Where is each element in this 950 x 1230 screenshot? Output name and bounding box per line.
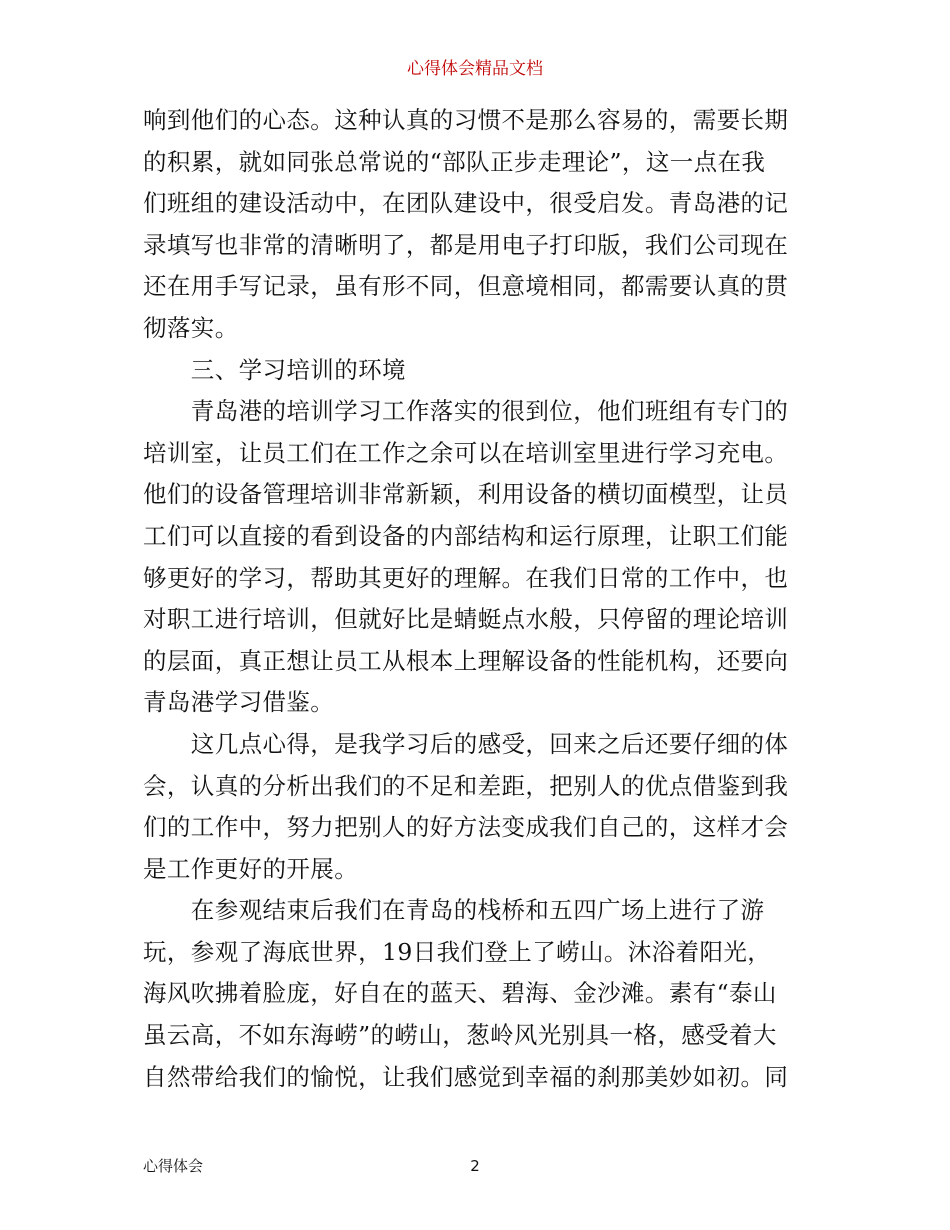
body-line: 的层面，真正想让员工从根本上理解设备的性能机构，还要向 [143, 646, 789, 675]
body-line: 培训室，让员工们在工作之余可以在培训室里进行学习充电。 [143, 438, 789, 467]
section-heading: 三、学习培训的环境 [143, 355, 406, 384]
body-line: 虽云高，不如东海崂”的崂山，葱岭风光别具一格，感受着大 [143, 1021, 777, 1050]
body-line: 们班组的建设活动中，在团队建设中，很受启发。青岛港的记 [143, 189, 789, 218]
document-header-title: 心得体会精品文档 [407, 59, 543, 79]
body-line: 彻落实。 [143, 313, 239, 342]
footer-page-number: 2 [470, 1157, 480, 1175]
body-line: 在参观结束后我们在青岛的栈桥和五四广场上进行了游 [143, 896, 765, 925]
body-line: 海风吹拂着脸庞，好自在的蓝天、碧海、金沙滩。素有“泰山 [143, 979, 777, 1008]
footer-label: 心得体会 [143, 1157, 204, 1175]
document-body [143, 100, 813, 1098]
body-line: 自然带给我们的愉悦，让我们感觉到幸福的刹那美妙如初。同 [143, 1062, 789, 1091]
body-line: 够更好的学习，帮助其更好的理解。在我们日常的工作中，也 [143, 563, 789, 592]
body-line: 是工作更好的开展。 [143, 854, 359, 883]
body-line: 青岛港的培训学习工作落实的很到位，他们班组有专门的 [143, 397, 789, 426]
body-line: 工们可以直接的看到设备的内部结构和运行原理，让职工们能 [143, 521, 789, 550]
body-line: 响到他们的心态。这种认真的习惯不是那么容易的，需要长期 [143, 106, 789, 134]
body-line: 他们的设备管理培训非常新颖，利用设备的横切面模型，让员 [143, 480, 789, 509]
body-line: 这几点心得，是我学习后的感受，回来之后还要仔细的体 [143, 729, 789, 758]
body-line: 会，认真的分析出我们的不足和差距，把别人的优点借鉴到我 [143, 771, 789, 800]
body-line: 玩，参观了海底世界，19日我们登上了崂山。沐浴着阳光， [143, 937, 772, 966]
body-line: 对职工进行培训，但就好比是蜻蜓点水般，只停留的理论培训 [143, 605, 789, 634]
body-line: 青岛港学习借鉴。 [143, 688, 335, 717]
body-line: 还在用手写记录，虽有形不同，但意境相同，都需要认真的贯 [143, 272, 789, 301]
body-line: 录填写也非常的清晰明了，都是用电子打印版，我们公司现在 [143, 230, 789, 259]
body-line: 们的工作中，努力把别人的好方法变成我们自己的，这样才会 [143, 813, 789, 842]
body-line: 的积累，就如同张总常说的“部队正步走理论”，这一点在我 [143, 147, 766, 176]
